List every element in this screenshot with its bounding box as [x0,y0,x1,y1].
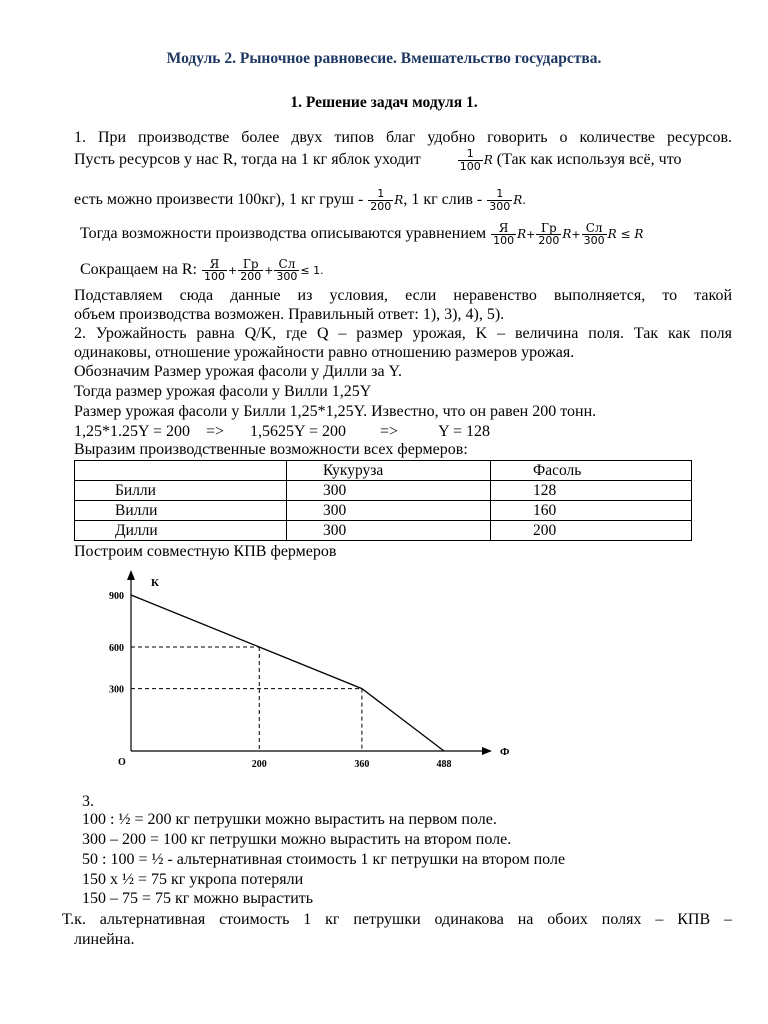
y-axis-arrow [127,570,135,580]
table-cell: 300 [287,501,491,521]
p1-line1: 1. При производстве более двух типов благ удобно говорить о количестве ресурсов. [74,129,732,146]
table-row [75,481,692,501]
table-cell: Дилли [75,521,287,541]
table-cell: 128 [491,481,692,501]
p1-line3 [74,188,526,213]
inequality-tail: R ≤ R [607,227,644,242]
p5-line6 [74,422,490,442]
var-r: R [483,153,493,168]
fraction-1-300: $\frac{1}{300}$ [489,187,511,213]
p4-line1: Подставляем сюда данные из условия, если неравенство выполняется, то такой [74,287,732,304]
p7-line1: 100 : ½ = 200 кг петрушки можно вырастить на первом поле. [82,811,497,828]
y-tick-label: 600 [109,643,124,654]
fraction-ya-100: $\frac{Я}{100}$ [493,221,515,247]
table-cell: 300 [287,481,491,501]
p5-line3: Обозначим Размер урожая фасоли у Дилли за Y. [74,363,403,380]
table-header-cell [75,461,287,481]
eq-2: 1,5625Y = 200 [250,423,347,440]
ppf-chart [0,560,768,790]
fraction-ya-100: $\frac{Я}{100}$ [203,257,225,283]
table-header-cell: Кукуруза [287,461,491,481]
var-r: R [517,227,527,242]
table-header-cell: Фасоль [491,461,692,481]
eq-1: 1,25*1.25Y = 200 [74,423,190,440]
table-header-row [75,461,692,481]
p1-line3-text: есть можно произвести 100кг), 1 кг груш - [74,191,364,209]
p4-line2: объем производства возможен. Правильный ответ: 1), 3), 4), 5). [74,306,505,323]
y-tick-label: 300 [109,684,124,696]
y-axis-label: К [151,577,159,589]
table-cell: 200 [491,521,692,541]
x-tick-label: 488 [436,759,452,770]
p7-line2: 300 – 200 = 100 кг петрушки можно вырастить на втором поле. [82,831,512,848]
p6-line: Построим совместную КПВ фермеров [74,543,337,560]
var-r: R [562,227,572,242]
section-heading: 1. Решение задач модуля 1. [290,94,478,111]
p2-line: Тогда возможности производства описываются уравнением $\frac{Я}{100}$ R+ $\frac{Гр}{200}$ R+ $\frac{Сл}{300}$ R ≤ R [80,221,644,247]
table-cell: 300 [287,521,491,541]
p5-line2: одинаковы, отношение урожайности равно отношению размеров урожая. [74,344,575,361]
table-cell: Вилли [75,501,287,521]
ppf-series-line [131,595,444,751]
implies-arrow: => [380,423,399,440]
p7-line7: линейна. [74,931,135,948]
table-row [75,521,692,541]
p1-line3-mid: , 1 кг слив - [403,191,483,209]
page-title: Модуль 2. Рыночное равновесие. Вмешательство государства. [166,50,602,67]
p1-line2 [74,148,681,173]
p2-text: Тогда возможности производства описываются уравнением [80,225,487,243]
implies-arrow: => [205,423,225,440]
fraction-gr-200: $\frac{Гр}{200}$ [240,257,262,283]
capacity-table [74,460,692,541]
p3-line: Сокращаем на R: $\frac{Я}{100}$ + $\frac{Гр}{200}$ + $\frac{Сл}{300}$ ≤ 1. [80,257,324,283]
x-tick-label: 360 [354,759,370,770]
p3-text: Сокращаем на R: [80,261,197,279]
var-r: R. [513,193,527,208]
eq-3: Y = 128 [438,423,491,440]
p1-line2-tail: (Так как используя всё, что [496,151,682,169]
p5-line7: Выразим производственные возможности всех фермеров: [74,441,468,458]
p5-line5: Размер урожая фасоли у Билли 1,25*1,25Y. Известно, что он равен 200 тонн. [74,403,597,420]
x-tick-label: 200 [251,759,267,770]
y-tick-label: 900 [109,591,124,602]
table-cell: Билли [75,481,287,501]
fraction-sl-300: $\frac{Сл}{300}$ [583,221,605,247]
p1-line2-text: Пусть ресурсов у нас R, тогда на 1 кг яблок уходит [74,151,421,169]
p7-line4: 150 х ½ = 75 кг укропа потеряли [82,871,304,888]
x-axis-arrow [482,747,492,755]
fraction-sl-300: $\frac{Сл}{300}$ [276,257,298,283]
var-r: R [394,193,404,208]
p5-line4: Тогда размер урожая фасоли у Вилли 1,25Y [74,383,372,400]
origin-label: О [118,757,126,768]
p7-line0: 3. [82,793,94,810]
p7-line3: 50 : 100 = ½ - альтернативная стоимость 1 кг петрушки на втором поле [82,851,566,868]
fraction-1-200: $\frac{1}{200}$ [370,187,392,213]
inequality-tail: ≤ 1. [300,264,324,278]
table-row [75,501,692,521]
p7-line5: 150 – 75 = 75 кг можно вырастить [82,890,314,907]
x-axis-label: Ф [500,746,510,758]
table-cell: 160 [491,501,692,521]
p7-line6: Т.к. альтернативная стоимость 1 кг петрушки одинакова на обоих полях – КПВ – [62,911,732,928]
fraction-gr-200: $\frac{Гр}{200}$ [538,221,560,247]
p5-line1: 2. Урожайность равна Q/K, где Q – размер урожая, K – величина поля. Так как поля [74,325,732,342]
fraction-1-100: $\frac{1}{100}$ [459,147,481,173]
